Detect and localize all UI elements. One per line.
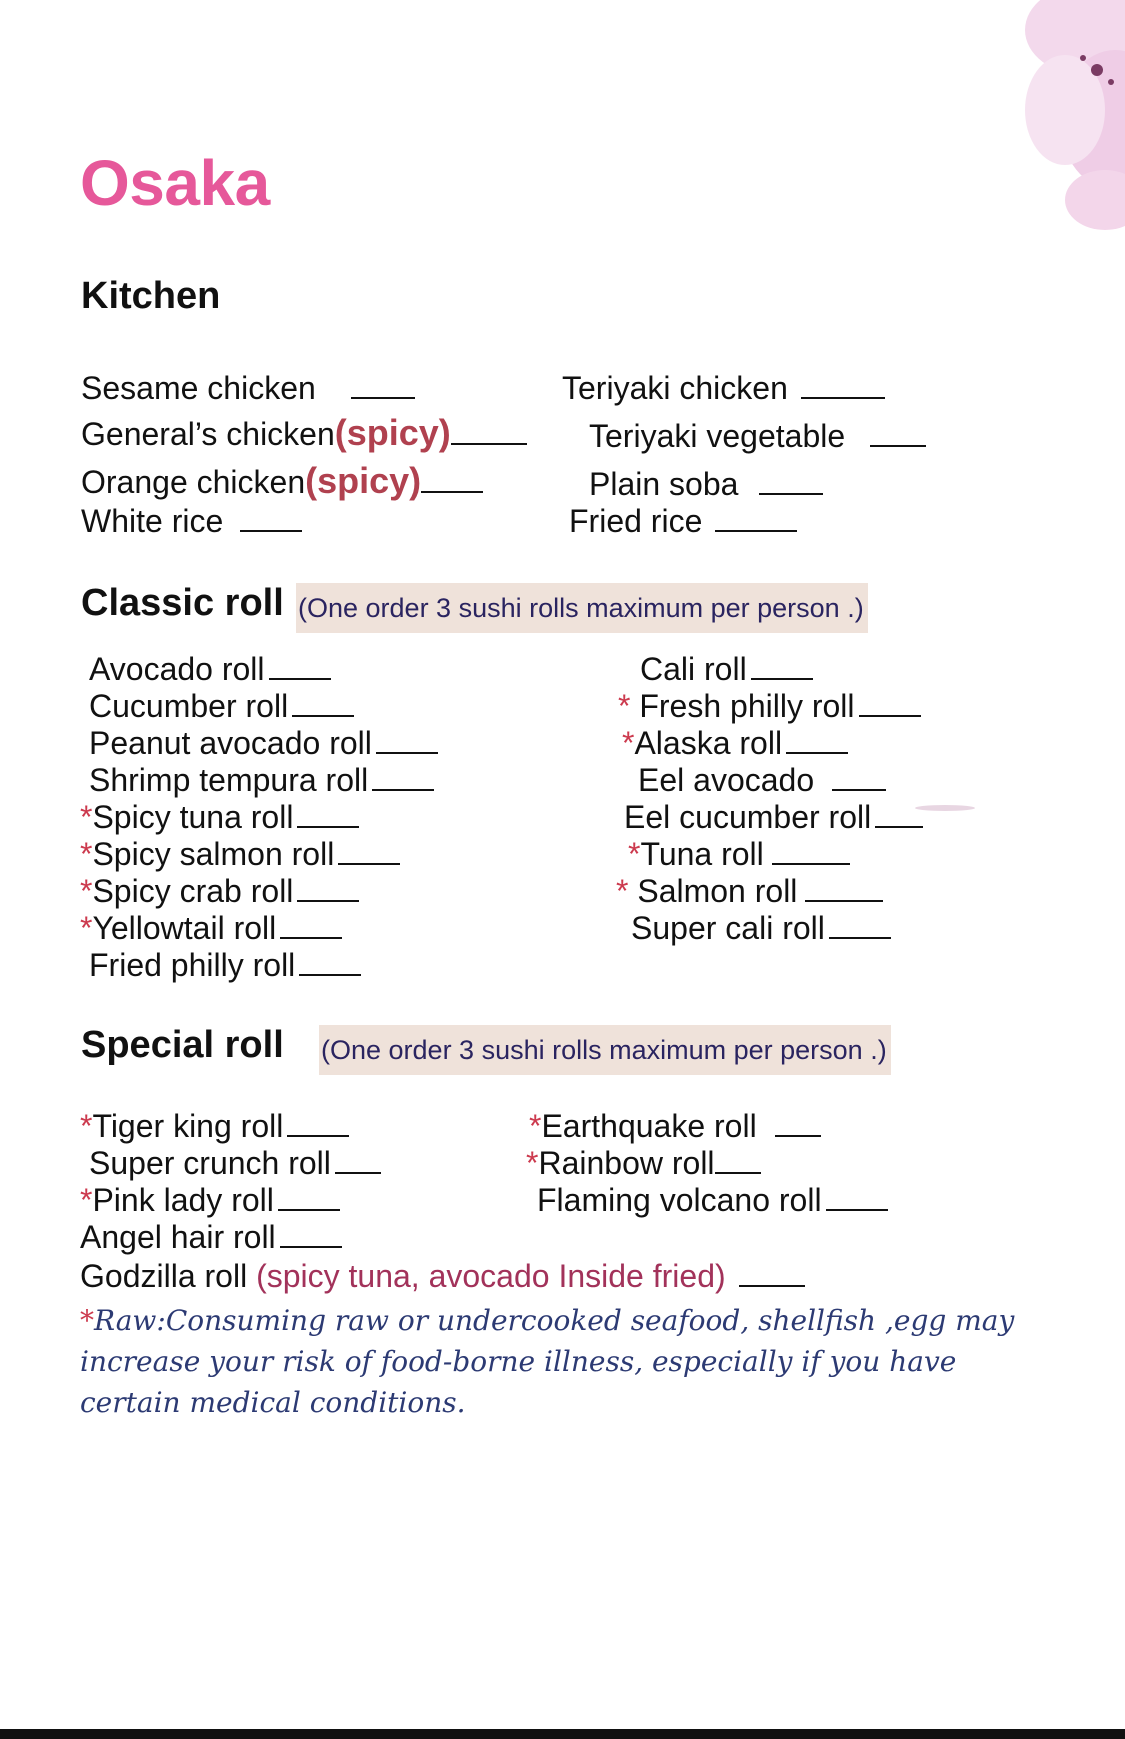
item-label: Fresh philly roll <box>639 688 855 724</box>
order-limit-note: (One order 3 sushi rolls maximum per person .) <box>319 1025 891 1075</box>
item-description: (spicy tuna, avocado Inside fried) <box>256 1258 726 1294</box>
item-label: Teriyaki vegetable <box>589 418 846 454</box>
list-item <box>89 724 438 762</box>
quantity-blank[interactable] <box>297 800 359 828</box>
quantity-blank[interactable] <box>269 652 331 680</box>
asterisk: * <box>80 1108 93 1144</box>
asterisk: * <box>80 1182 93 1218</box>
spicy-tag: (spicy) <box>334 412 451 453</box>
asterisk: * <box>616 873 638 909</box>
item-label: Tiger king roll <box>92 1108 284 1144</box>
menu-item <box>589 465 823 503</box>
item-label: Shrimp tempura roll <box>89 762 369 798</box>
list-item <box>638 761 886 799</box>
item-label: Super crunch roll <box>89 1145 331 1181</box>
list-item <box>80 835 400 873</box>
item-label: Spicy crab roll <box>92 873 294 909</box>
item-label: White rice <box>81 503 224 539</box>
item-label: Eel cucumber roll <box>624 799 872 835</box>
item-label: Alaska roll <box>634 725 783 761</box>
quantity-blank[interactable] <box>759 467 823 495</box>
cherry-blossom-decoration <box>965 0 1125 230</box>
classic-roll-heading: Classic roll <box>81 582 284 624</box>
item-label: Eel avocado <box>638 762 815 798</box>
list-item <box>618 687 921 725</box>
quantity-blank[interactable] <box>278 1183 340 1211</box>
list-item <box>80 1218 342 1256</box>
list-item <box>80 798 359 836</box>
kitchen-heading: Kitchen <box>81 275 221 317</box>
item-label: Cucumber roll <box>89 688 289 724</box>
quantity-blank[interactable] <box>421 465 483 493</box>
item-label: Salmon roll <box>637 873 798 909</box>
list-item <box>622 724 848 762</box>
asterisk: * <box>628 836 641 872</box>
quantity-blank[interactable] <box>715 504 797 532</box>
list-item <box>624 798 923 836</box>
item-label: Plain soba <box>589 466 739 502</box>
quantity-blank[interactable] <box>870 419 926 447</box>
quantity-blank[interactable] <box>297 874 359 902</box>
list-item <box>89 650 331 688</box>
menu-item <box>81 414 527 453</box>
list-item <box>89 946 361 984</box>
list-item <box>631 909 891 947</box>
list-item <box>616 872 883 910</box>
quantity-blank[interactable] <box>775 1109 821 1137</box>
list-item <box>80 1257 805 1295</box>
quantity-blank[interactable] <box>292 689 354 717</box>
raw-food-disclaimer <box>80 1300 1040 1423</box>
quantity-blank[interactable] <box>351 371 415 399</box>
asterisk: * <box>80 1304 94 1337</box>
item-label: Cali roll <box>640 651 747 687</box>
quantity-blank[interactable] <box>875 800 923 828</box>
item-label: Rainbow roll <box>538 1145 715 1181</box>
list-item <box>89 761 434 799</box>
quantity-blank[interactable] <box>372 763 434 791</box>
quantity-blank[interactable] <box>805 874 883 902</box>
quantity-blank[interactable] <box>832 763 886 791</box>
menu-item <box>81 502 302 540</box>
asterisk: * <box>526 1145 539 1181</box>
item-label: General’s chicken <box>81 416 335 452</box>
list-item <box>526 1144 761 1182</box>
item-label: Yellowtail roll <box>92 910 277 946</box>
asterisk: * <box>529 1108 542 1144</box>
quantity-blank[interactable] <box>829 911 891 939</box>
asterisk: * <box>80 873 93 909</box>
quantity-blank[interactable] <box>240 504 302 532</box>
asterisk: * <box>618 688 640 724</box>
list-item <box>80 909 342 947</box>
menu-item <box>589 417 926 455</box>
bottom-bar <box>0 1729 1125 1739</box>
item-label: Earthquake roll <box>541 1108 757 1144</box>
quantity-blank[interactable] <box>287 1109 349 1137</box>
item-label: Fried philly roll <box>89 947 296 983</box>
quantity-blank[interactable] <box>376 726 438 754</box>
quantity-blank[interactable] <box>280 1220 342 1248</box>
item-label: Super cali roll <box>631 910 825 946</box>
item-label: Sesame chicken <box>81 370 316 406</box>
item-label: Spicy salmon roll <box>92 836 335 872</box>
item-label: Teriyaki chicken <box>562 370 788 406</box>
list-item <box>529 1107 821 1145</box>
item-label: Pink lady roll <box>92 1182 274 1218</box>
list-item <box>89 687 354 725</box>
quantity-blank[interactable] <box>739 1259 805 1287</box>
list-item <box>537 1181 888 1219</box>
quantity-blank[interactable] <box>280 911 342 939</box>
menu-item <box>569 502 797 540</box>
spicy-tag: (spicy) <box>305 460 422 501</box>
item-label: Angel hair roll <box>80 1219 276 1255</box>
asterisk: * <box>80 799 93 835</box>
quantity-blank[interactable] <box>859 689 921 717</box>
item-label: Peanut avocado roll <box>89 725 372 761</box>
item-label: Flaming volcano roll <box>537 1182 822 1218</box>
menu-item <box>562 369 885 407</box>
quantity-blank[interactable] <box>751 652 813 680</box>
asterisk: * <box>80 910 93 946</box>
item-label: Tuna roll <box>640 836 764 872</box>
list-item <box>80 872 359 910</box>
list-item <box>80 1107 349 1145</box>
quantity-blank[interactable] <box>451 417 527 445</box>
item-label: Avocado roll <box>89 651 265 687</box>
restaurant-title: Osaka <box>80 147 270 219</box>
item-label: Orange chicken <box>81 464 306 500</box>
special-roll-heading: Special roll <box>81 1024 284 1066</box>
list-item <box>89 1144 381 1182</box>
menu-item <box>81 369 415 407</box>
quantity-blank[interactable] <box>299 948 361 976</box>
quantity-blank[interactable] <box>715 1146 761 1174</box>
list-item <box>628 835 850 873</box>
quantity-blank[interactable] <box>826 1183 888 1211</box>
list-item <box>80 1181 340 1219</box>
asterisk: * <box>80 836 93 872</box>
quantity-blank[interactable] <box>338 837 400 865</box>
disclaimer-text: Raw:Consuming raw or undercooked seafood, shellfish ,egg may increase your risk of food-borne illness, especially if you have certain medical conditions. <box>80 1304 1015 1419</box>
item-label: Spicy tuna roll <box>92 799 294 835</box>
asterisk: * <box>622 725 635 761</box>
quantity-blank[interactable] <box>335 1146 381 1174</box>
item-label: Fried rice <box>569 503 703 539</box>
item-label: Godzilla roll <box>80 1258 248 1294</box>
quantity-blank[interactable] <box>801 371 885 399</box>
list-item <box>640 650 813 688</box>
quantity-blank[interactable] <box>772 837 850 865</box>
order-limit-note: (One order 3 sushi rolls maximum per person .) <box>296 583 868 633</box>
menu-item <box>81 462 483 501</box>
quantity-blank[interactable] <box>786 726 848 754</box>
